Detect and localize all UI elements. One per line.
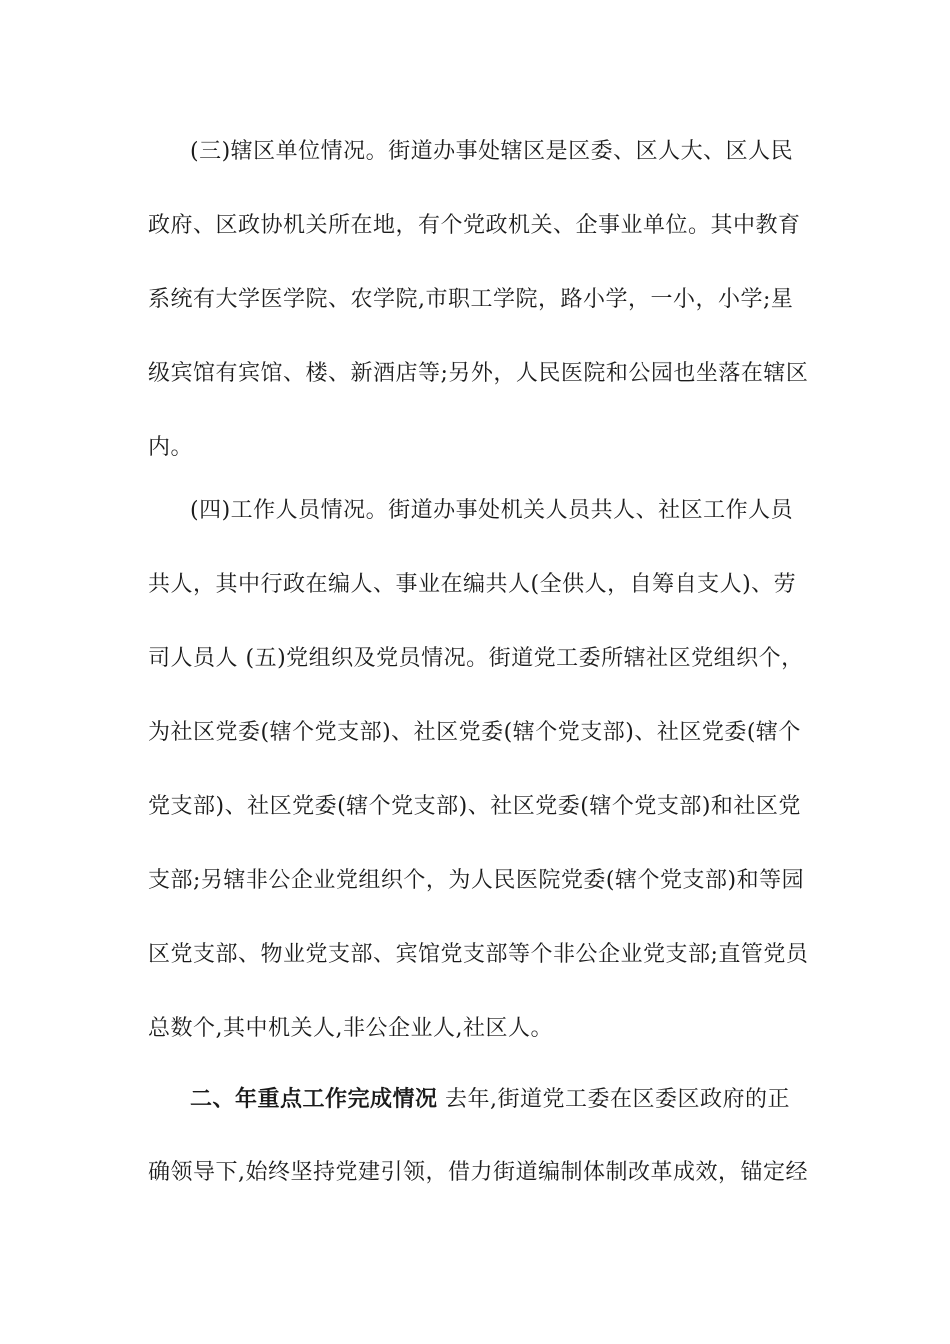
paragraph-3-line-1-text: 去年,街道党工委在区委区政府的正 [437,1087,791,1112]
paragraph-3-line-2: 确领导下,始终坚持党建引领，借力街道编制体制改革成效，锚定经 [148,1160,808,1185]
paragraph-1-line-4: 级宾馆有宾馆、楼、新酒店等;另外，人民医院和公园也坐落在辖区 [148,361,809,386]
paragraph-1-line-3: 系统有大学医学院、农学院,市职工学院，路小学，一小，小学;星 [148,287,794,312]
paragraph-2-line-1: (四)工作人员情况。街道办事处机关人员共人、社区工作人员 [190,498,794,523]
paragraph-1-line-2: 政府、区政协机关所在地，有个党政机关、企事业单位。其中教育 [148,213,801,238]
paragraph-3-line-1 [190,1084,850,1115]
paragraph-2-line-2: 共人，其中行政在编人、事业在编共人(全供人，自筹自支人)、劳 [148,572,797,597]
paragraph-2-line-5: 党支部)、社区党委(辖个党支部)、社区党委(辖个党支部)和社区党 [148,794,801,819]
paragraph-1-line-5: 内。 [148,435,194,460]
paragraph-2-line-4: 为社区党委(辖个党支部)、社区党委(辖个党支部)、社区党委(辖个 [148,720,801,745]
paragraph-2-line-7: 区党支部、物业党支部、宾馆党支部等个非公企业党支部;直管党员 [148,942,809,967]
paragraph-2-line-3: 司人员人 (五)党组织及党员情况。街道党工委所辖社区党组织个， [148,646,804,671]
paragraph-2-line-8: 总数个,其中机关人,非公企业人,社区人。 [148,1016,553,1041]
paragraph-1-line-1: (三)辖区单位情况。街道办事处辖区是区委、区人大、区人民 [190,139,794,164]
paragraph-2-line-6: 支部;另辖非公企业党组织个，为人民医院党委(辖个党支部)和等园 [148,868,805,893]
section-heading: 二、年重点工作完成情况 [190,1086,438,1112]
